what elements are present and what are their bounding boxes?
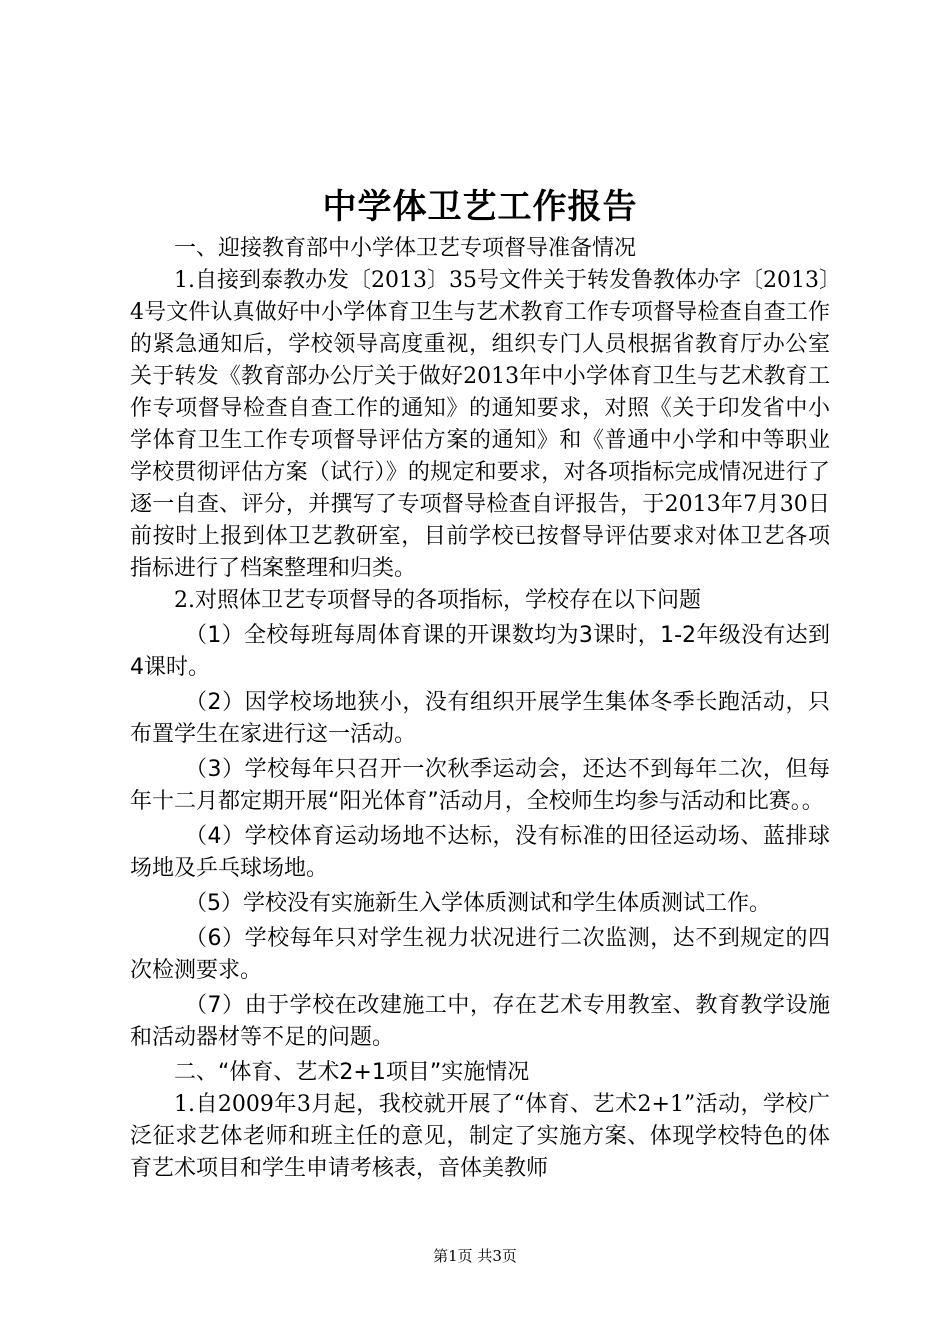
list-item: （4）学校体育运动场地不达标，没有标准的田径运动场、蓝排球场地及乒乓球场地。 (130, 824, 830, 881)
paragraph-1: 1.自接到泰教办发〔2013〕35号文件关于转发鲁教体办字〔2013〕4号文件认真做好中小学体育卫生与艺术教育工作专项督导检查自查工作的紧急通知后，学校领导高度重视，组织专门人员根据省教育厅办公室关于转发《教育部办公厅关于做好2013年中小学体育卫生与艺术教育工作专项督导检查自查工作的通知》的通知要求，对照《关于印发省中小学体育卫生工作专项督导评估方案的通知》和《普通中小学和中等职业学校贯彻评估方案（试行）》的规定和要求，对各项指标完成情况进行了逐一自查、评分，并撰写了专项督导检查自评报告，于2013年7月30日前按时上报到体卫艺教研室，目前学校已按督导评估要求对体卫艺各项指标进行了档案整理和归类。 (130, 268, 830, 581)
section-heading-2: 二、“体育、艺术2+1项目”实施情况 (174, 1060, 530, 1085)
list-item: （6）学校每年只对学生视力状况进行二次监测，达不到规定的四次检测要求。 (130, 926, 830, 983)
section-heading-1: 一、迎接教育部中小学体卫艺专项督导准备情况 (174, 236, 637, 261)
document-title: 中学体卫艺工作报告 (322, 187, 638, 227)
list-item: （3）学校每年只召开一次秋季运动会，还达不到每年二次，但每年十二月都定期开展“阳光体育”活动月，全校师生均参与活动和比赛。。 (130, 757, 830, 814)
list-item: （2）因学校场地狭小，没有组织开展学生集体冬季长跑活动，只布置学生在家进行这一活动。 (130, 690, 830, 747)
paragraph-3: 1.自2009年3月起，我校就开展了“体育、艺术2+1”活动，学校广泛征求艺体老师和班主任的意见，制定了实施方案、体现学校特色的体育艺术项目和学生申请考核表，音体美教师 (130, 1092, 830, 1181)
list-item: （1）全校每班每周体育课的开课数均为3课时，1-2年级没有达到4课时。 (130, 623, 830, 680)
paragraph-2: 2.对照体卫艺专项督导的各项指标，学校存在以下问题 (174, 588, 701, 613)
list-item: （7）由于学校在改建施工中，存在艺术专用教室、教育教学设施和活动器材等不足的问题。 (130, 993, 830, 1050)
list-item: （5）学校没有实施新生入学体质测试和学生体质测试工作。 (185, 891, 771, 916)
document-page (130, 185, 830, 1185)
page-footer: 第1页 共3页 (433, 1247, 517, 1265)
